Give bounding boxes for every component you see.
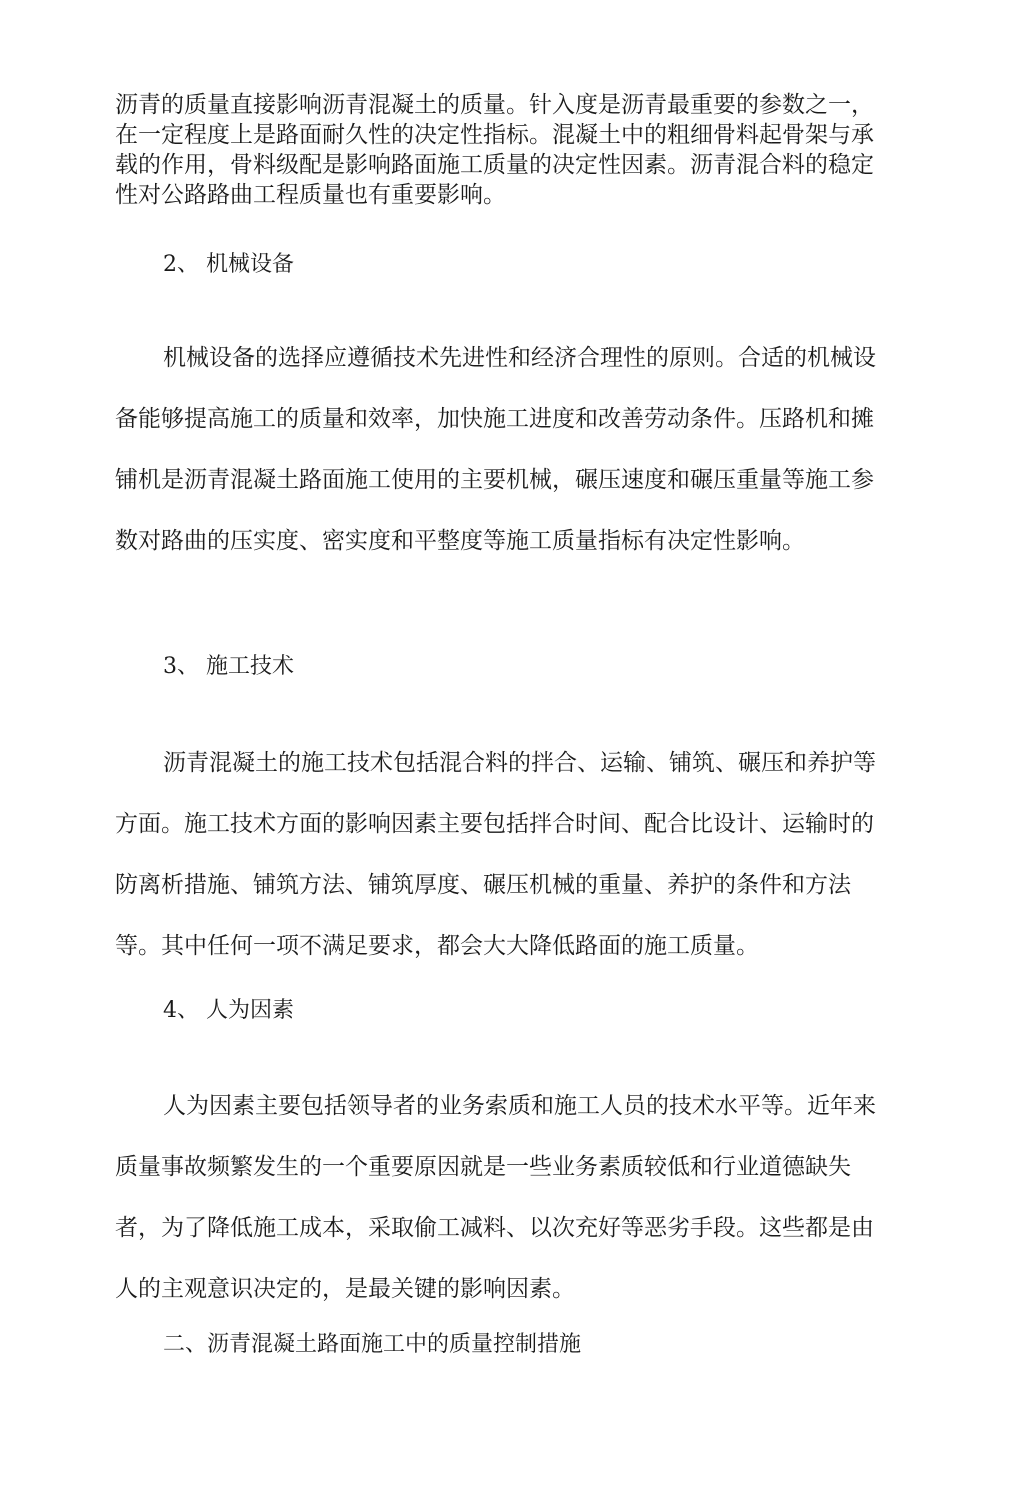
paragraph-construction-technique: 沥青混凝土的施工技术包括混合料的拌合、运输、铺筑、碾压和养护等方面。施工技术方面的影响因素主要包括拌合时间、配合比设计、运输时的防离析措施、铺筑方法、铺筑厚度、碾压机械的重量、养护的条件和方法等。其中任何一项不满足要求，都会大大降低路面的施工质量。 [115,750,876,959]
heading-construction-technique: 3、 施工技术 [163,654,294,679]
paragraph-asphalt-quality: 沥青的质量直接影响沥青混凝土的质量。针入度是沥青最重要的参数之一，在一定程度上是路面耐久性的决定性指标。混凝土中的粗细骨料起骨架与承载的作用，骨料级配是影响路面施工质量的决定性因素。沥青混合料的稳定性对公路路曲工程质量也有重要影响。 [115,92,874,208]
heading-machinery: 2、 机械设备 [163,252,294,277]
heading-human-factors: 4、 人为因素 [163,998,294,1023]
paragraph-machinery: 机械设备的选择应遵循技术先进性和经济合理性的原则。合适的机械设备能够提高施工的质量和效率，加快施工进度和改善劳动条件。压路机和摊铺机是沥青混凝土路面施工使用的主要机械，碾压速度和碾压重量等施工参数对路曲的压实度、密实度和平整度等施工质量指标有决定性影响。 [115,345,876,554]
paragraph-human-factors: 人为因素主要包括领导者的业务索质和施工人员的技术水平等。近年来质量事故频繁发生的一个重要原因就是一些业务素质较低和行业道德缺失者，为了降低施工成本，采取偷工减料、以次充好等恶劣手段。这些都是由人的主观意识决定的，是最关键的影响因素。 [115,1093,876,1302]
heading-quality-control-measures: 二、沥青混凝土路面施工中的质量控制措施 [163,1332,582,1357]
